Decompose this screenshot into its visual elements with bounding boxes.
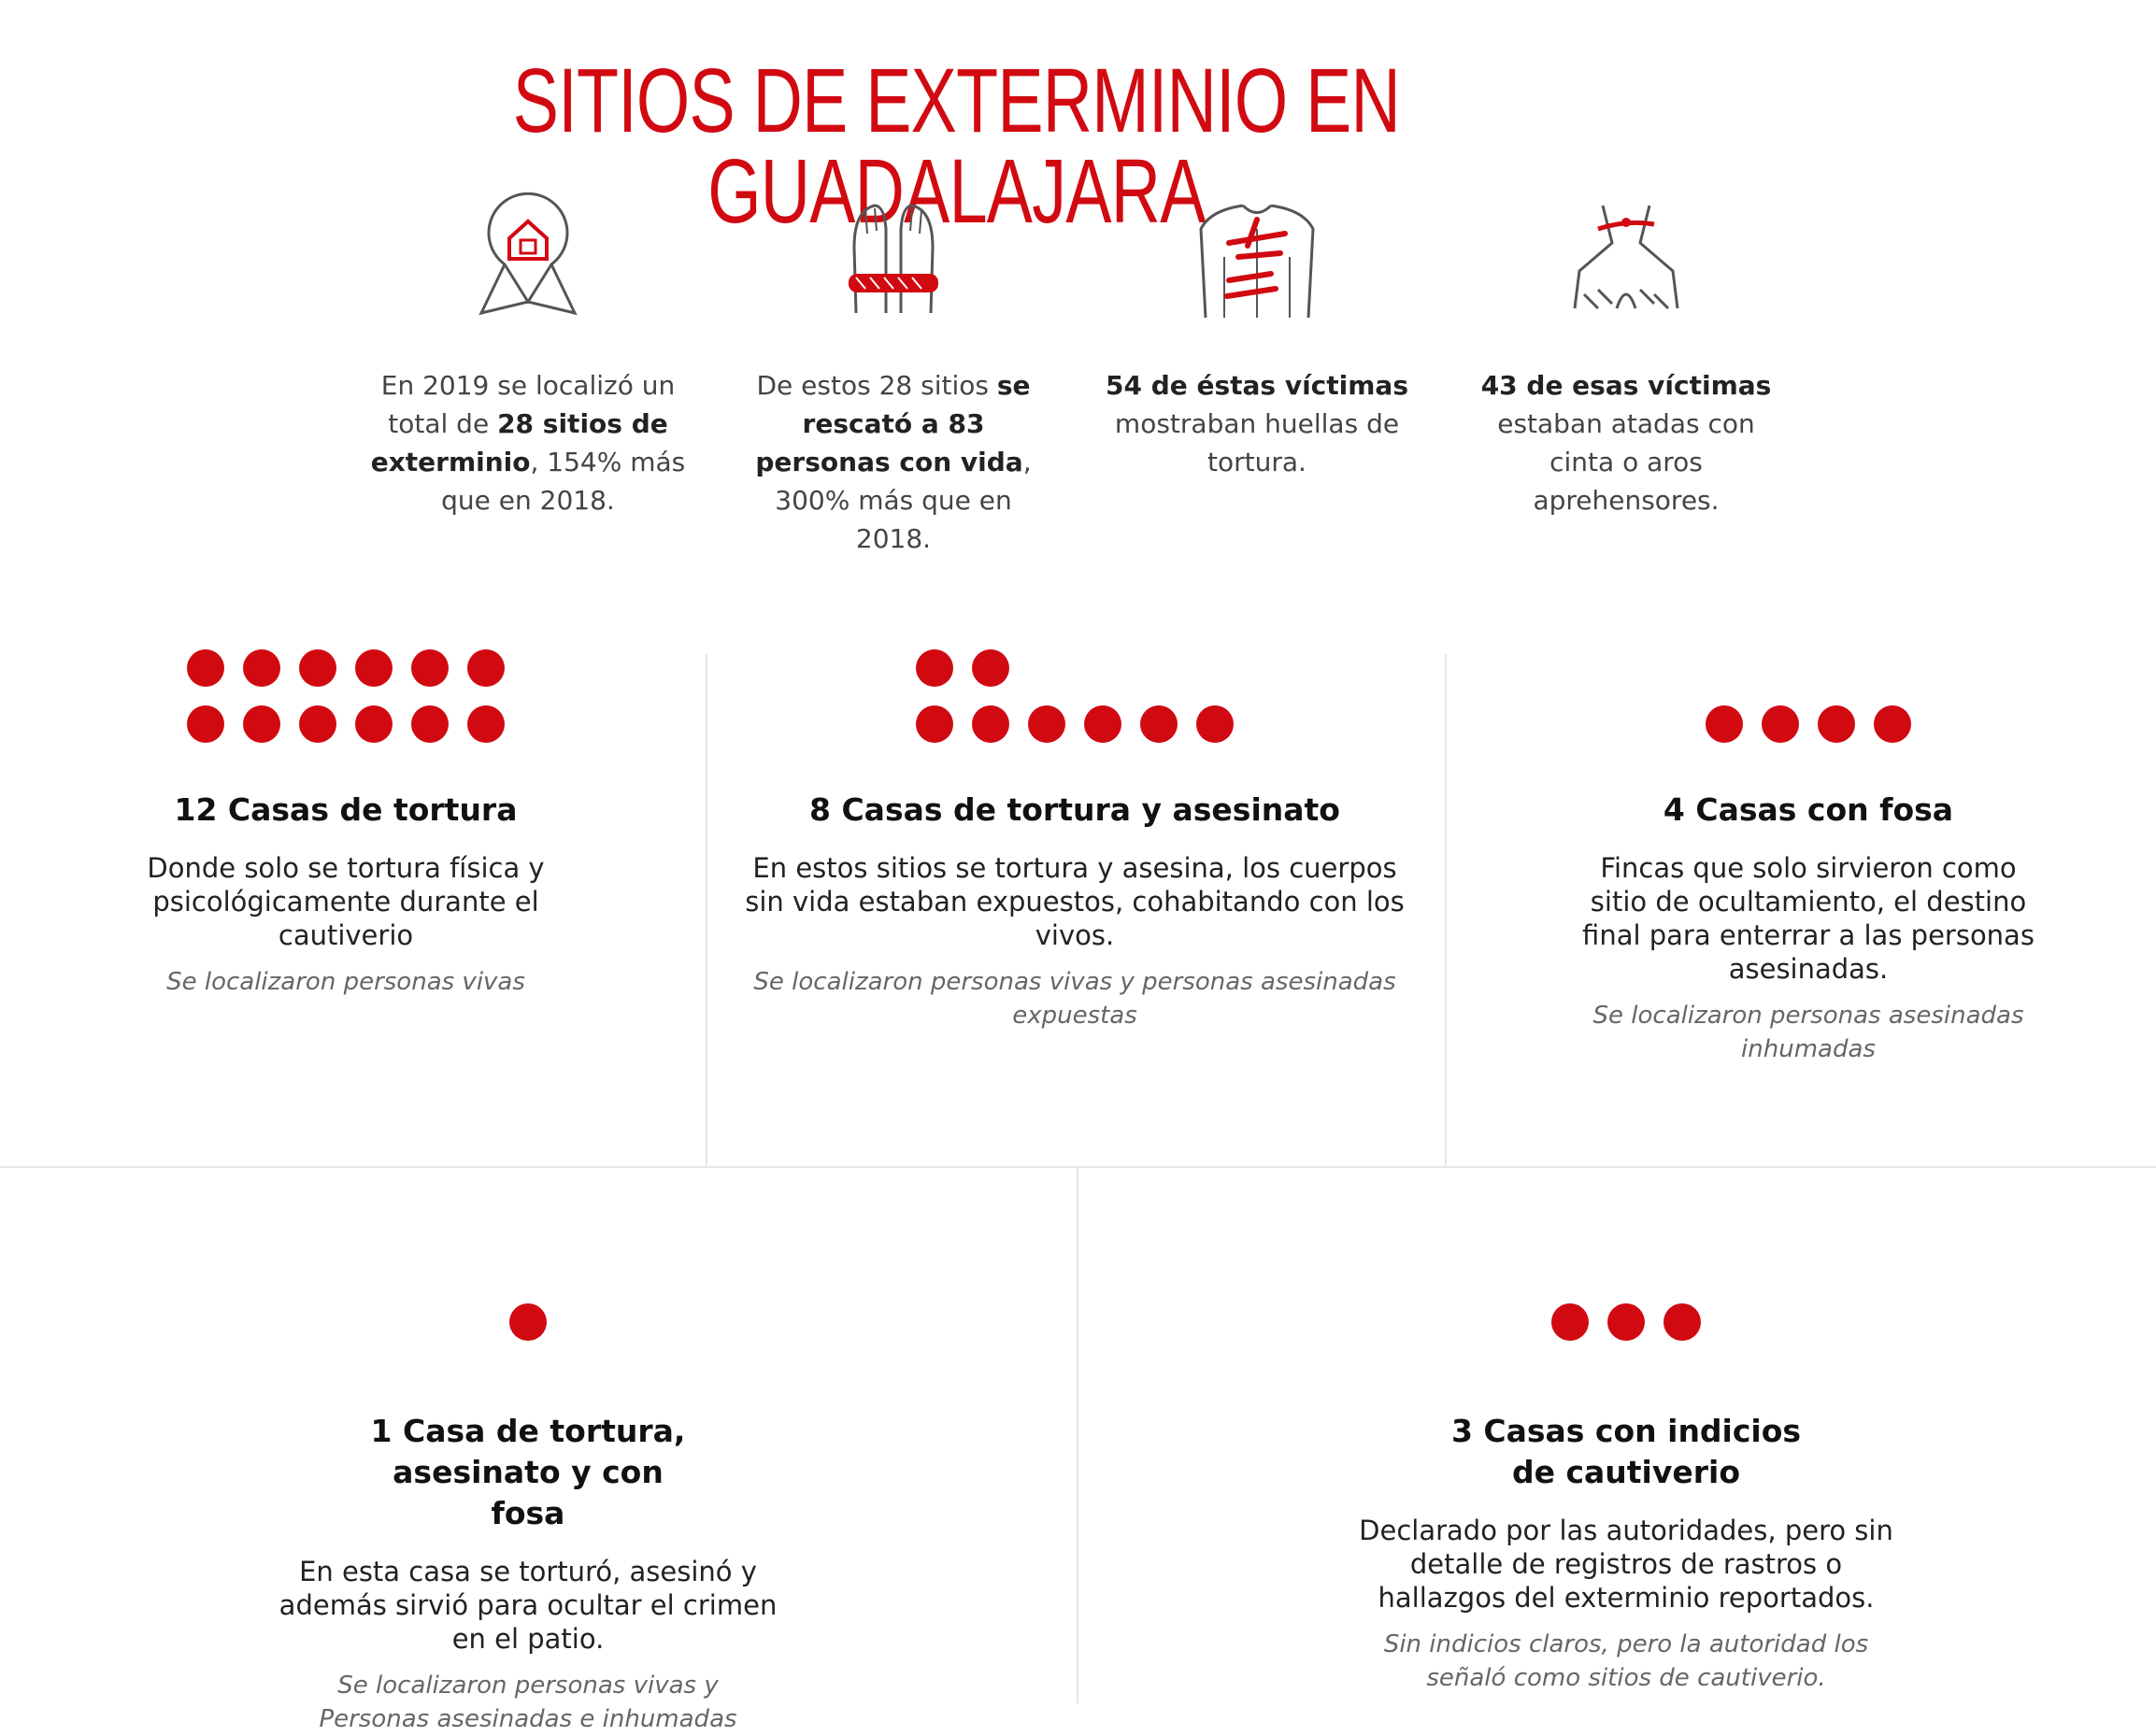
category-grave-houses: [1486, 649, 2131, 1066]
count-dot: [1551, 1303, 1589, 1341]
count-dot: [243, 705, 280, 743]
count-dot: [916, 649, 953, 687]
stat-text: En 2019 se localizó un total de 28 sitios de exterminio, 154% más que en 2018.: [370, 370, 686, 516]
count-dot: [972, 649, 1009, 687]
count-dot: [355, 649, 393, 687]
category-torture-murder-houses: [738, 649, 1411, 1032]
count-dot: [411, 649, 449, 687]
category-title: 4 Casas con fosa: [1663, 791, 1954, 828]
tortured-torso-icon: [1192, 192, 1322, 322]
count-dot: [509, 1303, 547, 1341]
tied-hands-icon: [828, 192, 959, 322]
count-dot: [467, 649, 505, 687]
count-dot: [467, 705, 505, 743]
divider: [706, 654, 707, 1165]
category-description: En esta casa se torturó, asesinó y además sirvió para ocultar el crimen en el patio.: [278, 1556, 778, 1655]
count-dot: [187, 649, 224, 687]
count-dot: [1663, 1303, 1701, 1341]
count-dot: [1874, 705, 1911, 743]
count-dot: [243, 649, 280, 687]
bound-wrists-icon: [1561, 192, 1692, 322]
count-dot: [1706, 705, 1743, 743]
count-dot: [1762, 705, 1799, 743]
count-dot: [1818, 705, 1855, 743]
category-title: 12 Casas de tortura: [174, 791, 518, 828]
category-note: Se localizaron personas vivas: [166, 968, 525, 996]
stat-people-rescued: [735, 192, 1052, 558]
stat-bound-victims: [1467, 192, 1785, 519]
category-torture-murder-grave-house: [234, 1247, 822, 1736]
dot-grid: [738, 649, 1411, 752]
dot-grid: [126, 649, 565, 752]
category-description: Declarado por las autoridades, pero sin detalle de registros de rastros o hallazgos del exterminio reportados.: [1359, 1515, 1893, 1614]
category-title: 3 Casas con indicios de cautiverio: [1450, 1413, 1802, 1490]
stat-sites-located: [369, 192, 687, 519]
stat-tortured-victims: [1098, 192, 1416, 481]
category-note: Se localizaron personas asesinadas inhumadas: [1592, 1002, 2024, 1063]
category-note: Se localizaron personas vivas y personas asesinadas expuestas: [753, 968, 1396, 1030]
stat-text: 43 de esas víctimas estaban atadas con cinta o aros aprehensores.: [1480, 370, 1772, 516]
dot-grid: [1486, 649, 2131, 752]
dot-grid: [1336, 1247, 1916, 1350]
category-captivity-houses: [1336, 1247, 1916, 1695]
count-dot: [916, 705, 953, 743]
stat-text: De estos 28 sitios se rescató a 83 personas con vida, 300% más que en 2018.: [755, 370, 1032, 554]
divider: [1077, 1168, 1078, 1703]
category-torture-houses: [126, 649, 565, 999]
page-title: SITIOS DE EXTERMINIO EN GUADALAJARA: [512, 49, 1401, 242]
count-dot: [1028, 705, 1065, 743]
count-dot: [972, 705, 1009, 743]
category-description: Fincas que solo sirvieron como sitio de ocultamiento, el destino final para enterrar a las personas asesinadas.: [1582, 852, 2035, 985]
category-description: En estos sitios se tortura y asesina, los cuerpos sin vida estaban expuestos, cohabitando con los vivos.: [745, 852, 1405, 951]
count-dot: [1140, 705, 1178, 743]
location-house-icon: [463, 192, 593, 322]
count-dot: [1196, 705, 1234, 743]
count-dot: [187, 705, 224, 743]
dot-grid: [234, 1247, 822, 1350]
count-dot: [299, 649, 336, 687]
category-title: 1 Casa de tortura, asesinato y con fosa: [370, 1413, 686, 1531]
category-title: 8 Casas de tortura y asesinato: [809, 791, 1340, 828]
count-dot: [1084, 705, 1121, 743]
count-dot: [411, 705, 449, 743]
count-dot: [299, 705, 336, 743]
count-dot: [1607, 1303, 1645, 1341]
category-description: Donde solo se tortura física y psicológicamente durante el cautiverio: [147, 852, 545, 951]
category-note: Sin indicios claros, pero la autoridad los señaló como sitios de cautiverio.: [1383, 1630, 1869, 1692]
stat-text: 54 de éstas víctimas mostraban huellas de tortura.: [1105, 370, 1408, 477]
divider: [1445, 654, 1447, 1165]
category-note: Se localizaron personas vivas y Personas asesinadas e inhumadas: [319, 1672, 737, 1733]
count-dot: [355, 705, 393, 743]
